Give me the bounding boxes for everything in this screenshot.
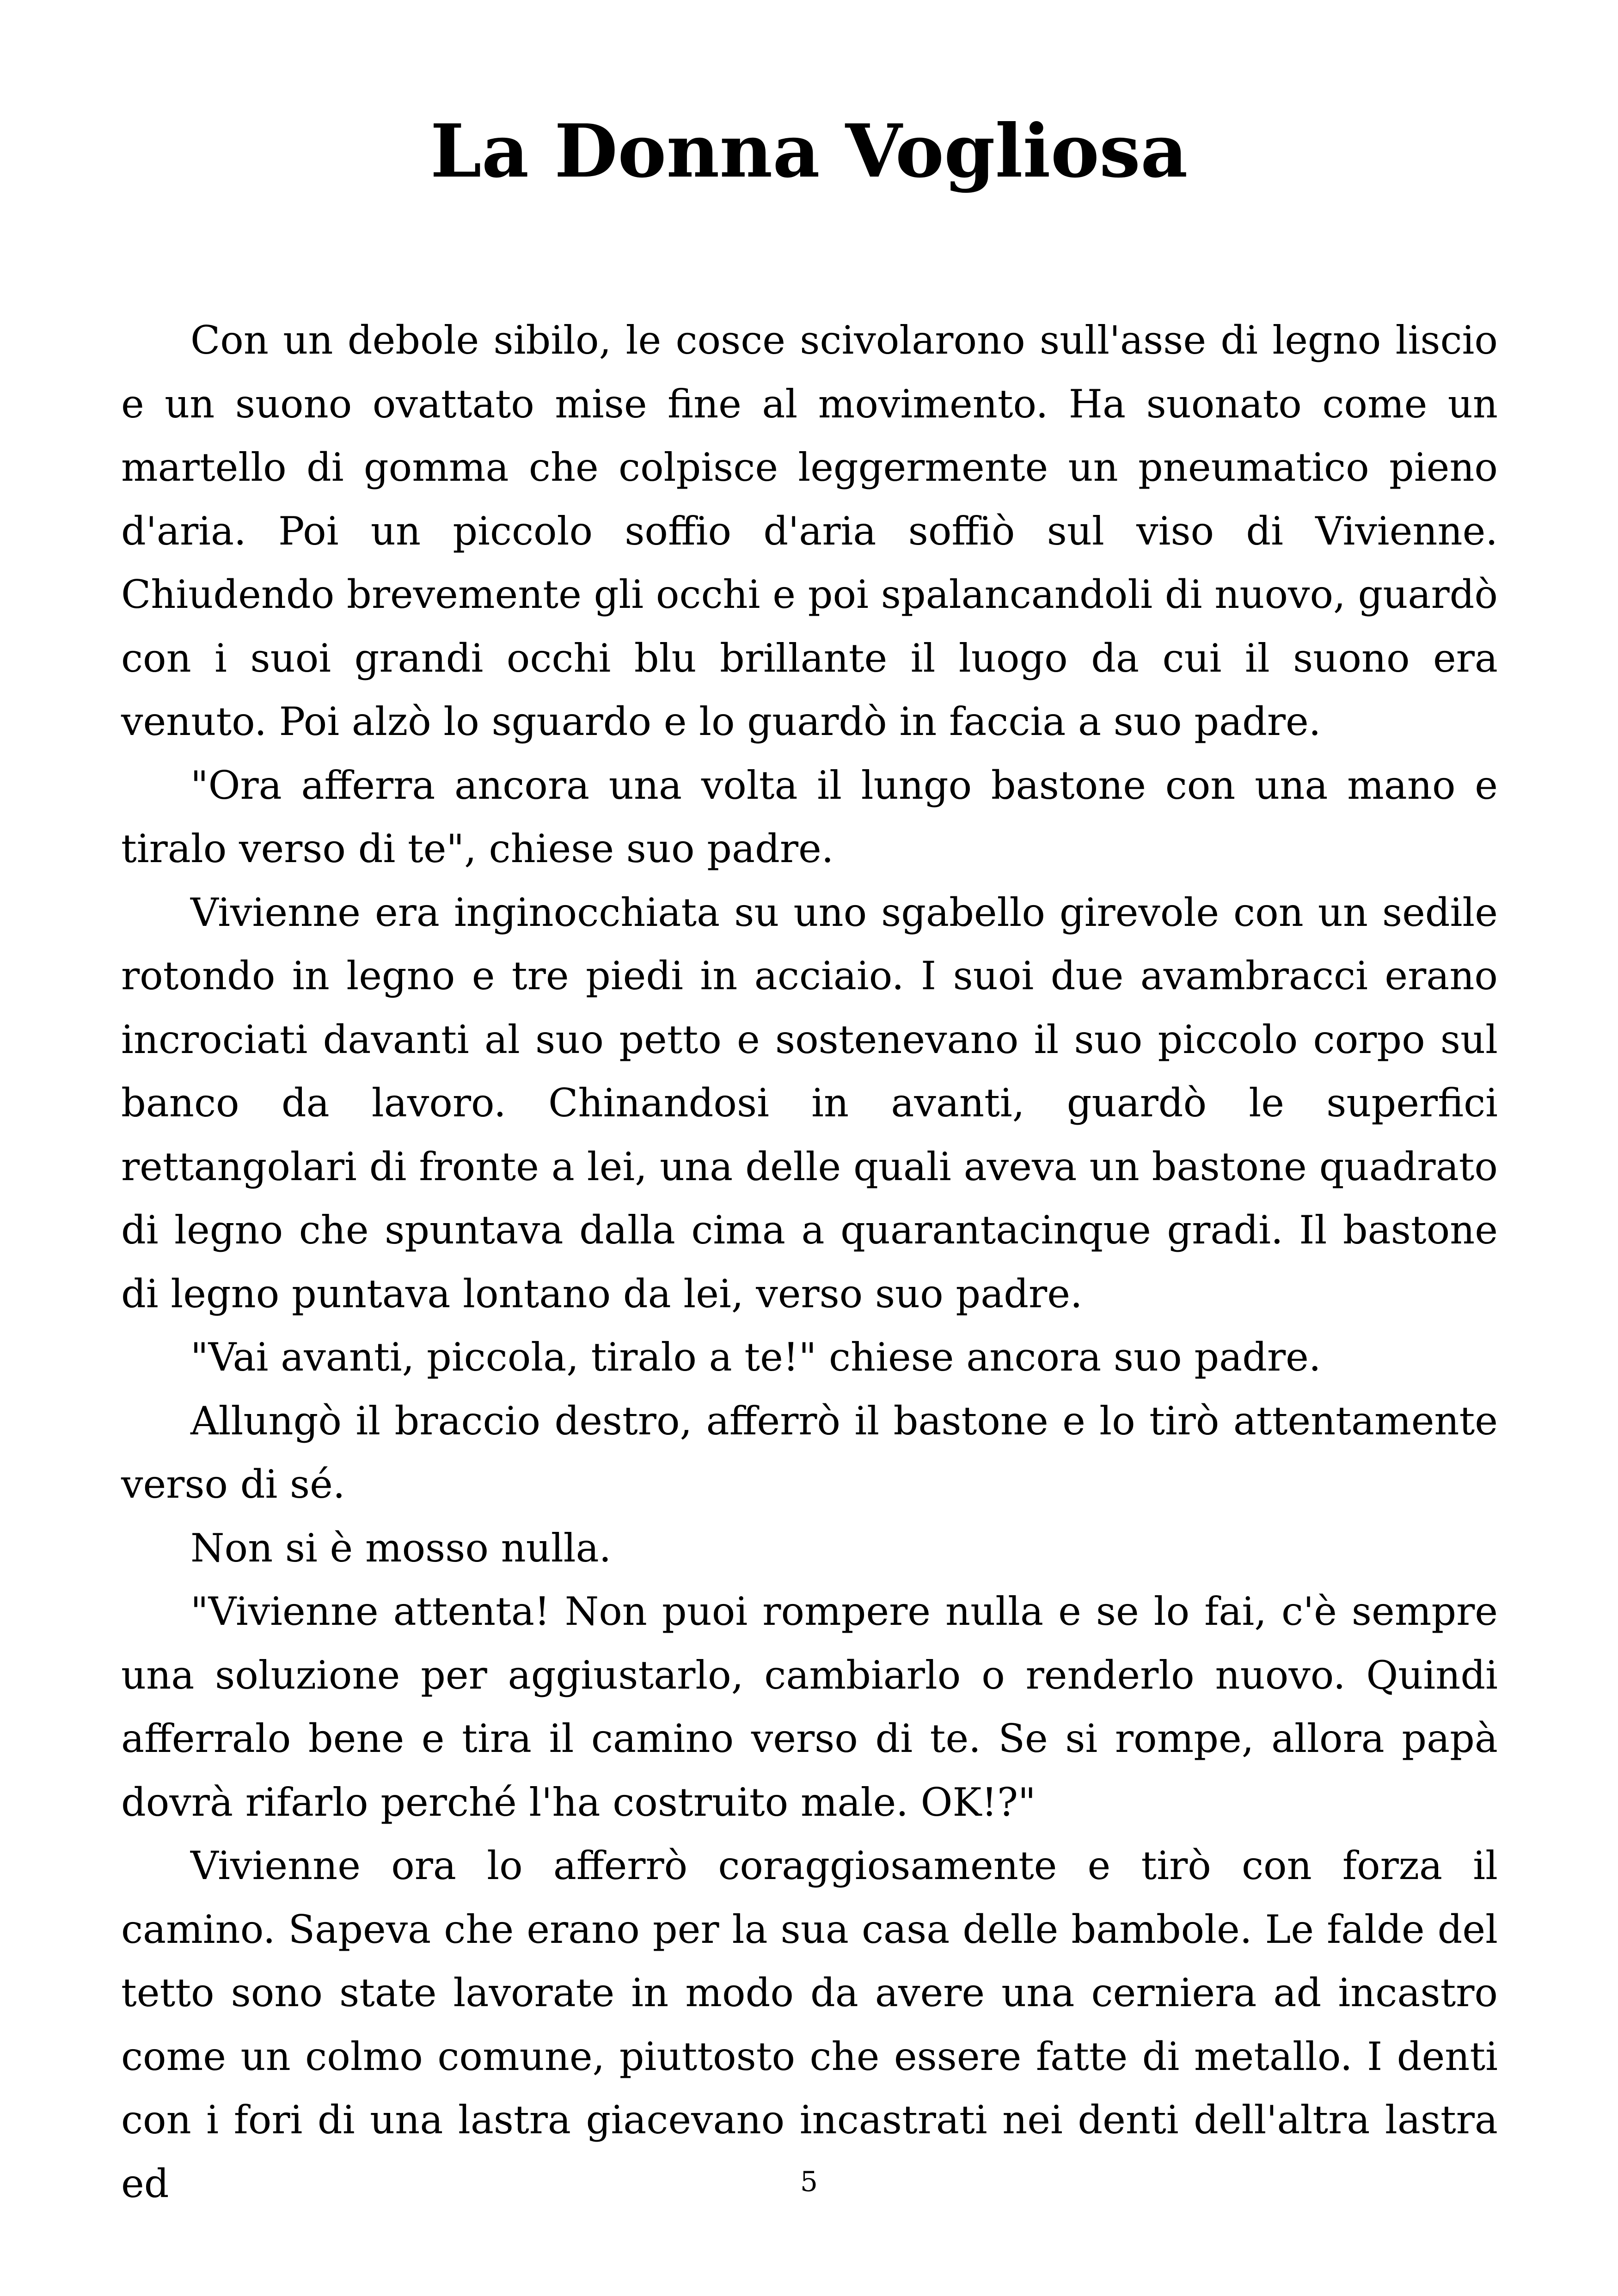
paragraph: Con un debole sibilo, le cosce scivolarono sull'asse di legno liscio e un suono ovattato mise fine al movimento. Ha suonato come un martello di gomma che colpisce leggermente un pneumatico pieno d'aria. Poi un piccolo soffio d'aria soffiò sul viso di Vivienne. Chiudendo brevemente gli occhi e poi spalancandoli di nuovo, guardò con i suoi grandi occhi blu brillante il luogo da cui il suono era venuto. Poi alzò lo sguardo e lo guardò in faccia a suo padre. — [121, 318, 1498, 744]
paragraph: Vivienne era inginocchiata su uno sgabello girevole con un sedile rotondo in legno e tre piedi in acciaio. I suoi due avambracci erano incrociati davanti al suo petto e sostenevano il suo piccolo corpo sul banco da lavoro. Chinandosi in avanti, guardò le superfici rettangolari di fronte a lei, una delle quali aveva un bastone quadrato di legno che spuntava dalla cima a quarantacinque gradi. Il bastone di legno puntava lontano da lei, verso suo padre. — [121, 889, 1498, 1316]
chapter-title: La Donna Vogliosa — [430, 109, 1188, 194]
paragraph: Vivienne ora lo afferrò coraggiosamente e tirò con forza il camino. Sapeva che erano per la sua casa delle bambole. Le falde del tetto sono state lavorate in modo da avere una cerniera ad incastro come un colmo comune, piuttosto che essere fatte di metallo. I denti con i fori di una lastra giacevano incastrati nei denti dell'altra lastra ed — [121, 1843, 1498, 2206]
paragraph: "Vivienne attenta! Non puoi rompere nulla e se lo fai, c'è sempre una soluzione per aggiustarlo, cambiarlo o renderlo nuovo. Quindi afferralo bene e tira il camino verso di te. Se si rompe, allora papà dovrà rifarlo perché l'ha costruito male. OK!?" — [121, 1589, 1498, 1825]
body-text — [121, 309, 1498, 2216]
paragraph: "Vai avanti, piccola, tiralo a te!" chiese ancora suo padre. — [190, 1335, 1321, 1380]
paragraph: "Ora afferra ancora una volta il lungo bastone con una mano e tiralo verso di te", chiese suo padre. — [121, 762, 1498, 871]
paragraph: Non si è mosso nulla. — [190, 1525, 612, 1571]
page-number: 5 — [800, 2166, 818, 2198]
paragraph: Allungò il braccio destro, afferrò il bastone e lo tirò attentamente verso di sé. — [121, 1398, 1498, 1507]
